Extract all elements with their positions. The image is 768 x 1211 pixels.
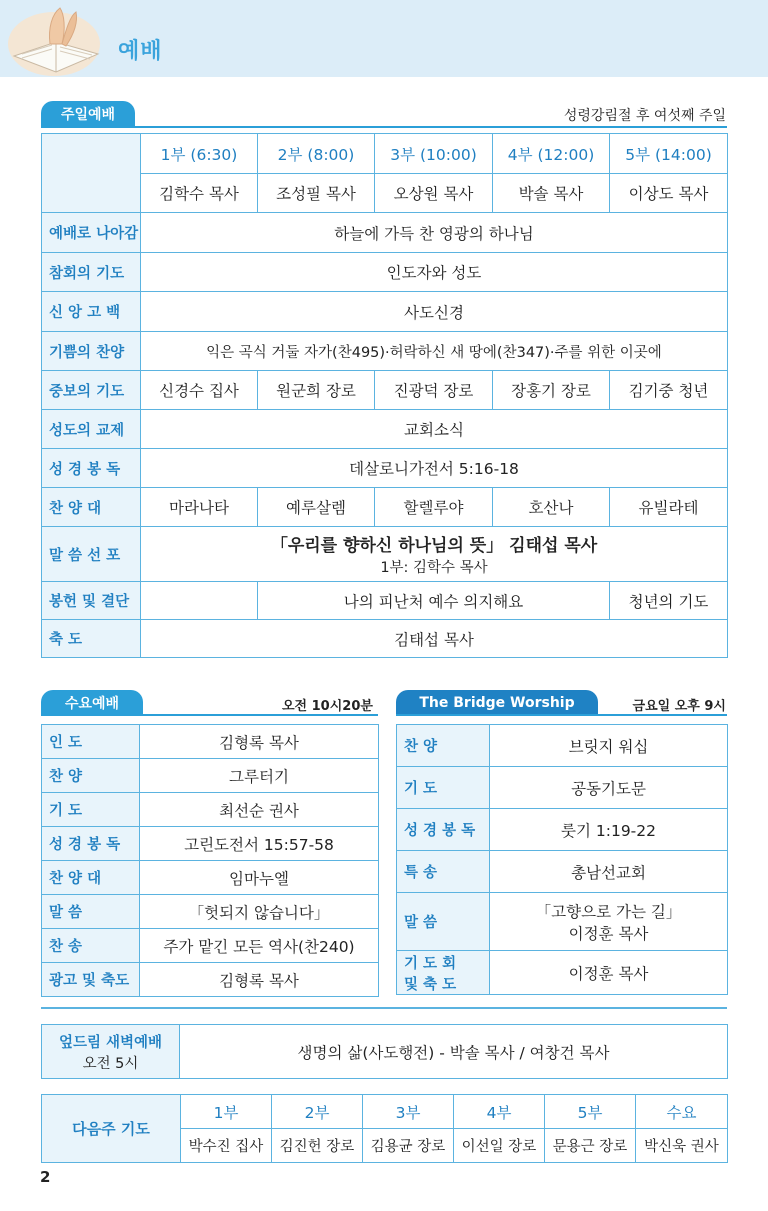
row-value: 주가 맡긴 모든 역사(찬240) — [140, 929, 379, 963]
prayer-name: 박신욱 권사 — [636, 1129, 728, 1163]
service-time: 2부 (8:00) — [258, 134, 375, 174]
row-label: 기 도 — [42, 793, 140, 827]
choir-name: 예루살렘 — [258, 488, 375, 527]
sermon-cell — [141, 527, 728, 582]
service-leader: 조성필 목사 — [258, 174, 375, 213]
row-label: 말 씀 — [42, 895, 140, 929]
prayer-leader: 원군희 장로 — [258, 371, 375, 410]
service-leader: 박솔 목사 — [493, 174, 610, 213]
wednesday-worship-tab: 수요예배 — [41, 690, 143, 716]
prayer-leader: 진광덕 장로 — [375, 371, 493, 410]
row-label: 축 도 — [42, 620, 141, 658]
row-label: 참회의 기도 — [42, 253, 141, 292]
choir-name: 유빌라테 — [610, 488, 728, 527]
row-value: 고린도전서 15:57-58 — [140, 827, 379, 861]
column-header: 3부 — [363, 1095, 454, 1129]
prayer-leader: 장홍기 장로 — [493, 371, 610, 410]
row-label: 성 경 봉 독 — [42, 827, 140, 861]
page-title: 예배 — [118, 39, 163, 64]
column-header: 1부 — [181, 1095, 272, 1129]
section-divider — [41, 1007, 727, 1009]
page-number: 2 — [40, 1168, 51, 1186]
prayer-name: 이선일 장로 — [454, 1129, 545, 1163]
column-header: 5부 — [545, 1095, 636, 1129]
choir-name: 호산나 — [493, 488, 610, 527]
row-label: 찬 양 — [42, 759, 140, 793]
sunday-order-table — [41, 133, 728, 658]
choir-name: 마라나타 — [141, 488, 258, 527]
row-value: 교회소식 — [141, 410, 728, 449]
sunday-worship-tab: 주일예배 — [41, 101, 135, 127]
row-label: 성도의 교제 — [42, 410, 141, 449]
row-value: 김형록 목사 — [140, 725, 379, 759]
service-time: 3부 (10:00) — [375, 134, 493, 174]
row-label: 찬 양 — [397, 725, 490, 767]
column-header: 2부 — [272, 1095, 363, 1129]
service-time: 4부 (12:00) — [493, 134, 610, 174]
next-prayer-table — [41, 1094, 728, 1163]
row-label: 찬 양 대 — [42, 861, 140, 895]
service-leader: 김학수 목사 — [141, 174, 258, 213]
row-label: 말 씀 선 포 — [42, 527, 141, 582]
row-value: 브릿지 워십 — [490, 725, 728, 767]
row-value: 임마누엘 — [140, 861, 379, 895]
row-label: 예배로 나아감 — [42, 213, 141, 253]
row-value: 총남선교회 — [490, 851, 728, 893]
row-label: 봉헌 및 결단 — [42, 582, 141, 620]
prayer-leader: 김기중 청년 — [610, 371, 728, 410]
praying-hands-bible-icon — [4, 4, 108, 76]
sermon-title: 「우리를 향하신 하나님의 뜻」 김태섭 목사 — [270, 536, 598, 556]
row-label: 기 도 회 및 축 도 — [397, 951, 490, 995]
bridge-order-table — [396, 724, 728, 995]
divider — [396, 714, 727, 716]
wednesday-order-table — [41, 724, 379, 997]
service-time: 5부 (14:00) — [610, 134, 728, 174]
row-value: 룻기 1:19-22 — [490, 809, 728, 851]
row-label: 기쁨의 찬양 — [42, 332, 141, 371]
page-header — [0, 0, 768, 77]
sermon-note: 1부: 김학수 목사 — [380, 560, 488, 576]
offering-song: 나의 피난처 예수 의지해요 — [258, 582, 610, 620]
row-label: 성 경 봉 독 — [397, 809, 490, 851]
prayer-name: 박수진 집사 — [181, 1129, 272, 1163]
bridge-time: 금요일 오후 9시 — [632, 699, 726, 714]
bridge-worship-tab: The Bridge Worship — [396, 690, 598, 716]
dawn-prayer-table — [41, 1024, 728, 1079]
prayer-leader: 신경수 집사 — [141, 371, 258, 410]
dawn-value: 생명의 삶(사도행전) - 박솔 목사 / 여창건 목사 — [180, 1025, 728, 1079]
row-label: 찬 송 — [42, 929, 140, 963]
row-value: 데살로니가전서 5:16-18 — [141, 449, 728, 488]
row-value: 「헛되지 않습니다」 — [140, 895, 379, 929]
row-label: 광고 및 축도 — [42, 963, 140, 997]
service-time: 1부 (6:30) — [141, 134, 258, 174]
row-label: 성 경 봉 독 — [42, 449, 141, 488]
row-value: 김태섭 목사 — [141, 620, 728, 658]
row-value: 익은 곡식 거둘 자가(찬495)·허락하신 새 땅에(찬347)·주를 위한 이곳에 — [141, 332, 728, 371]
row-label: 중보의 기도 — [42, 371, 141, 410]
sermon-title: 「고향으로 가는 길」 — [535, 902, 682, 921]
sermon-cell — [490, 893, 728, 951]
row-label: 찬 양 대 — [42, 488, 141, 527]
column-header: 4부 — [454, 1095, 545, 1129]
prayer-name: 문용근 장로 — [545, 1129, 636, 1163]
empty-cell — [141, 582, 258, 620]
sermon-preacher: 이정훈 목사 — [568, 924, 649, 943]
row-value: 최선순 권사 — [140, 793, 379, 827]
row-label: 인 도 — [42, 725, 140, 759]
dawn-label: 엎드림 새벽예배 오전 5시 — [42, 1025, 180, 1079]
offering-5th: 청년의 기도 — [610, 582, 728, 620]
wednesday-time: 오전 10시20분 — [282, 699, 373, 714]
service-leader: 오상원 목사 — [375, 174, 493, 213]
row-value: 김형록 목사 — [140, 963, 379, 997]
row-label: 기 도 — [397, 767, 490, 809]
row-value: 인도자와 성도 — [141, 253, 728, 292]
divider — [41, 714, 378, 716]
service-leader: 이상도 목사 — [610, 174, 728, 213]
choir-name: 할렐루야 — [375, 488, 493, 527]
row-value: 공동기도문 — [490, 767, 728, 809]
header-corner — [42, 134, 141, 213]
divider — [41, 126, 727, 128]
prayer-name: 김용균 장로 — [363, 1129, 454, 1163]
row-value: 이정훈 목사 — [490, 951, 728, 995]
next-prayer-label: 다음주 기도 — [42, 1095, 181, 1163]
row-label: 말 씀 — [397, 893, 490, 951]
column-header: 수요 — [636, 1095, 728, 1129]
row-label: 특 송 — [397, 851, 490, 893]
row-value: 사도신경 — [141, 292, 728, 332]
row-label: 신 앙 고 백 — [42, 292, 141, 332]
row-value: 하늘에 가득 찬 영광의 하나님 — [141, 213, 728, 253]
prayer-name: 김진헌 장로 — [272, 1129, 363, 1163]
row-value: 그루터기 — [140, 759, 379, 793]
liturgical-week: 성령강림절 후 여섯째 주일 — [563, 108, 726, 124]
